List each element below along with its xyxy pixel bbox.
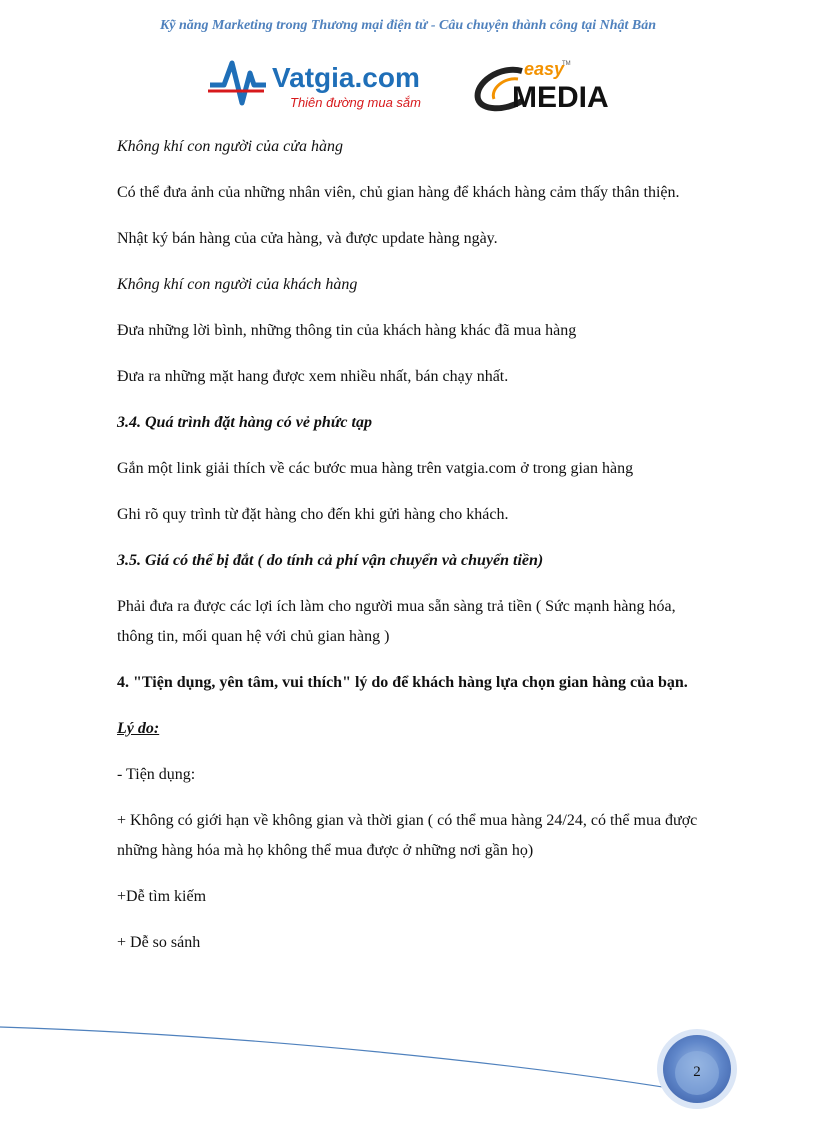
paragraph-benefits: Phải đưa ra được các lợi ích làm cho người mua sẵn sàng trả tiền ( Sức mạnh hàng hóa, thông tin, mối quan hệ với chủ gian hàng ) [117,598,676,645]
paragraph-buying-steps-link: Gắn một link giải thích về các bước mua hàng trên vatgia.com ở trong gian hàng [117,460,634,477]
list-item-no-limits: + Không có giới hạn về không gian và thời gian ( có thể mua hàng 24/24, có thể mua được những hàng hóa mà họ không thể mua được ở những nơi gần họ) [117,812,698,859]
paragraph-best-sellers: Đưa ra những mặt hang được xem nhiều nhất, bán chạy nhất. [117,368,509,385]
heading-3-4: 3.4. Quá trình đặt hàng có vẻ phức tạp [117,414,372,431]
easy-logo-bottom: MEDIA [512,81,609,114]
paragraph-customer-reviews: Đưa những lời bình, những thông tin của khách hàng khác đã mua hàng [117,322,577,339]
page-number: 2 [693,1064,701,1080]
easy-logo-top: easy [524,59,565,79]
paragraph-sales-diary: Nhật ký bán hàng của cửa hàng, và được update hàng ngày. [117,230,498,247]
vatgia-logo-slogan: Thiên đường mua sắm [290,95,421,110]
heading-4: 4. "Tiện dụng, yên tâm, vui thích" lý do để khách hàng lựa chọn gian hàng của bạn. [117,674,688,691]
paragraph-order-process: Ghi rõ quy trình từ đặt hàng cho đến khi gửi hàng cho khách. [117,506,509,523]
list-item-convenience: - Tiện dụng: [117,766,196,783]
header-logos [206,55,626,115]
paragraph-staff-photos: Có thể đưa ảnh của những nhân viên, chủ gian hàng để khách hàng cảm thấy thân thiện. [117,184,680,201]
subheading-customer-people: Không khí con người của khách hàng [117,276,358,293]
vatgia-logo-icon [208,63,266,103]
list-item-easy-search: +Dễ tìm kiếm [117,888,207,905]
document-body [117,132,702,958]
easy-logo-tm: TM [562,61,571,67]
heading-3-5: 3.5. Giá có thể bị đắt ( do tính cả phí vận chuyển và chuyển tiền) [117,552,544,569]
subheading-store-people: Không khí con người của cửa hàng [117,138,343,155]
list-item-easy-compare: + Dễ so sánh [117,934,201,951]
running-header-title: Kỹ năng Marketing trong Thương mại điện tử - Câu chuyện thành công tại Nhật Bản [159,18,657,33]
heading-reasons: Lý do: [117,720,160,737]
vatgia-logo-name: Vatgia.com [272,62,420,93]
